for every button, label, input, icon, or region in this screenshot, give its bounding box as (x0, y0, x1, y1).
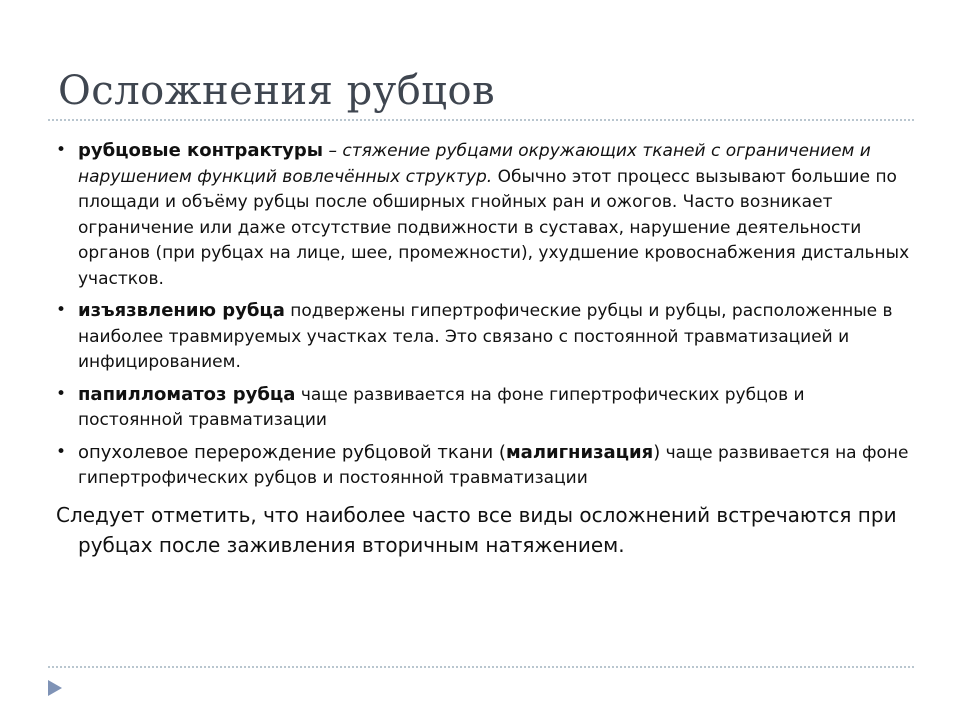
bullet-term: изъязвлению рубца (78, 300, 285, 321)
bullet-text (78, 298, 912, 376)
bullet-text (78, 440, 912, 492)
bullet-lead: опухолевое перерождение рубцовой ткани ( (78, 441, 506, 463)
bullet-body: Обычно этот процесс вызывают большие по площади и объёму рубцы после обширных гнойных ран и ожогов. Часто возникает ограничение или даже отсутствие подвижности в суставах, нарушение деятельности органов (при рубцах на лице, шее, промежности), ухудшение кровоснабжения дистальных участков. (78, 166, 910, 289)
bullet-item-contractures (56, 138, 912, 292)
slide-title: Осложнения рубцов (58, 68, 496, 114)
slide-body (56, 138, 912, 560)
bullet-text (78, 138, 912, 292)
bullet-item-papillomatosis (56, 382, 912, 434)
bullet-body: чаще развивается на фоне гипертрофических рубцов и постоянной травматизации (78, 384, 805, 430)
footer-divider (48, 666, 914, 668)
bullet-item-ulceration (56, 298, 912, 376)
bullet-mark: • (56, 441, 67, 462)
bullet-mark: • (56, 383, 67, 404)
bullet-item-malignization (56, 440, 912, 492)
triangle-right-icon (45, 678, 65, 698)
bullet-body: чаще развивается на фоне гипертрофических рубцов и постоянной травматизации (78, 442, 909, 488)
bullet-body: подвержены гипертрофические рубцы и рубцы, расположенные в наиболее травмируемых участках тела. Это связано с постоянной травматизацией и инфицированием. (78, 301, 893, 372)
bullet-definition: – стяжение рубцами окружающих тканей с ограничением и нарушением функций вовлечённых структур. (78, 141, 871, 187)
closing-paragraph: Следует отметить, что наиболее часто все виды осложнений встречаются при рубцах после заживления вторичным натяжением. (56, 502, 897, 557)
bullet-term: рубцовые контрактуры (78, 140, 324, 161)
bullet-lead-close: ) (653, 441, 661, 463)
bullet-mark: • (56, 140, 67, 160)
bullet-term: папилломатоз рубца (78, 383, 296, 405)
bullet-mark: • (56, 300, 67, 320)
title-divider (48, 119, 914, 121)
bullet-text (78, 382, 912, 434)
bullet-term: малигнизация (505, 441, 654, 463)
